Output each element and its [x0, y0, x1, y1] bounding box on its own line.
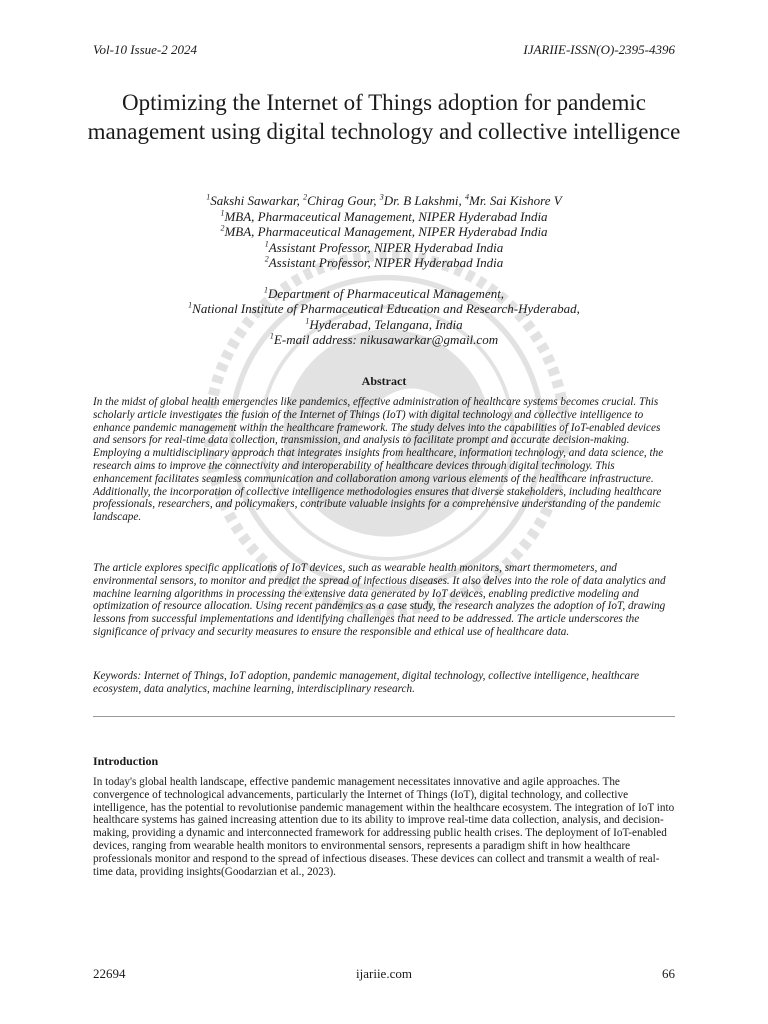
page-number: 66 [662, 966, 675, 981]
author-name: Mr. Sai Kishore V [468, 193, 562, 208]
address-text: Hyderabad, Telangana, India [309, 316, 463, 332]
affiliation-sup: 2 [220, 223, 225, 233]
affiliation-text: Assistant Professor, NIPER Hyderabad India [268, 239, 504, 255]
journal-issn: IJARIIE-ISSN(O)-2395-4396 [523, 42, 675, 57]
abstract-paragraph-2: The article explores specific applications of IoT devices, such as wearable health monitors, smart thermometers, and environmental sensors, to monitor and predict the spread of infectious diseases. It also delves into the role of data analytics and machine learning algorithms in processing the extensive data generated by IoT devices, enabling predictive modeling and optimization of resource allocation. Using recent pandemics as a case study, the research analyzes the adoption of IoT, drawing lessons from successful implementations and identifying challenges that need to be addressed. The article underscores the significance of privacy and security measures to ensure the responsible and ethical use of healthcare data. [93, 562, 666, 638]
author-names [93, 193, 675, 209]
author-sup: 2 [303, 192, 308, 202]
keywords: Keywords: Internet of Things, IoT adoption, pandemic management, digital technology, collective intelligence, healthcare ecosystem, data analytics, machine learning, interdisciplinary research. [93, 670, 640, 695]
address-sup: 1 [188, 300, 193, 310]
affiliation-line [93, 255, 675, 271]
address-text: Department of Pharmaceutical Management, [267, 285, 505, 301]
affiliation-sup: 1 [220, 208, 225, 218]
journal-volume: Vol-10 Issue-2 2024 [93, 42, 197, 57]
author-email: E-mail address: nikusawarkar@gmail.com [273, 332, 499, 347]
introduction-paragraph: In today's global health landscape, effective pandemic management necessitates innovative and agile approaches. The convergence of technological advancements, particularly the Internet of Things (IoT), digital technology, and collective intelligence, has the potential to revolutionise pandemic management within the healthcare ecosystem. The integration of IoT into healthcare systems has gained increasing attention due to its ability to improve real-time data collection, analysis, and decision-making, providing a dynamic and interconnected framework for addressing public health crises. The deployment of IoT-enabled devices, ranging from wearable health monitors to environmental sensors, represents a paradigm shift in how healthcare professionals monitor and respond to the spread of infectious diseases. These devices can collect and transmit a wealth of real-time data, providing insights(Goodarzian et al., 2023). [93, 776, 675, 878]
affiliation-line [93, 224, 675, 240]
paper-title: Optimizing the Internet of Things adoption for pandemic management using digital technology and collective intelligence [87, 90, 681, 144]
footer-paper-id: 22694 [93, 966, 126, 981]
affiliation-sup: 2 [264, 254, 269, 264]
address-sup: 1 [305, 316, 310, 326]
affiliation-line [93, 209, 675, 225]
affiliation-line [93, 240, 675, 256]
author-sup: 3 [379, 192, 384, 202]
author-sup: 1 [206, 192, 211, 202]
author-name: Sakshi Sawarkar, [210, 193, 304, 208]
affiliation-text: Assistant Professor, NIPER Hyderabad India [268, 255, 504, 270]
introduction-heading: Introduction [93, 754, 159, 768]
address-line [93, 301, 675, 317]
address-line [93, 317, 675, 333]
address-line [93, 286, 675, 302]
affiliation-sup: 1 [264, 239, 269, 249]
address-sup: 1 [263, 285, 268, 295]
author-sup: 4 [464, 192, 469, 202]
author-block [93, 193, 675, 348]
abstract-paragraph-1: In the midst of global health emergencies like pandemics, effective administration of healthcare systems becomes crucial. This scholarly article investigates the fusion of the Internet of Things (IoT) with digital technology and collective intelligence to enhance pandemic management within the healthcare framework. The study delves into the capabilities of IoT-enabled devices and sensors for real-time data collection, transmission, and analysis to facilitate prompt and accurate decision-making. Employing a multidisciplinary approach that integrates insights from healthcare, information technology, and data science, the research aims to improve the connectivity and interoperability of healthcare devices through digital technology. This enhancement facilitates seamless communication and collaboration among various elements of the healthcare infrastructure. Additionally, the incorporation of collective intelligence methodologies ensures that diverse stakeholders, including healthcare professionals, researchers, and policymakers, contribute valuable insights for a comprehensive understanding of the pandemic landscape. [93, 396, 664, 524]
address-text: National Institute of Pharmaceutical Education and Research-Hyderabad, [192, 301, 580, 316]
footer-site: ijariie.com [356, 966, 412, 981]
affiliation-text: MBA, Pharmaceutical Management, NIPER Hyderabad India [224, 208, 548, 224]
affiliation-text: MBA, Pharmaceutical Management, NIPER Hyderabad India [224, 224, 548, 239]
author-name: Chirag Gour, [307, 193, 380, 208]
email-line [93, 332, 675, 348]
section-divider [93, 716, 675, 717]
address-sup: 1 [269, 331, 274, 341]
author-name: Dr. B Lakshmi, [383, 193, 465, 208]
abstract-heading: Abstract [361, 374, 407, 388]
